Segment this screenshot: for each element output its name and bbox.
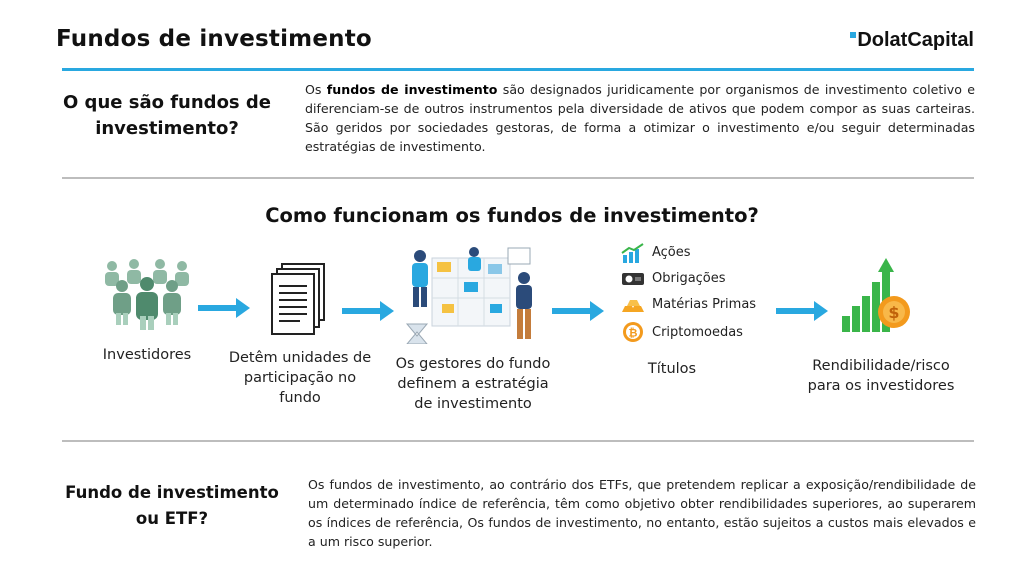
flow-arrow-icon (342, 300, 394, 322)
step-investors-label: Investidores (102, 347, 192, 363)
securities-list (620, 240, 780, 347)
intro-text-rest: são designados juridicamente por organismos de investimento coletivo e diferenciam-se de outros instrumentos pela diversidade de ativos que podem compor as suas carteiras. São geridos por sociedades gestoras, de forma a otimizar o investimento e/ou seguir determinadas estratégias de investimento. (305, 82, 975, 154)
security-label: Ações (652, 245, 691, 260)
logo-mark-icon (850, 32, 856, 38)
stock-chart-icon (620, 243, 646, 263)
step-securities-label: Títulos (647, 361, 697, 377)
security-label: Matérias Primas (652, 297, 757, 312)
fund-vs-etf-heading: Fundo de investimento ou ETF? (65, 483, 279, 528)
flow-arrow-icon (198, 297, 250, 319)
section-divider-2 (62, 440, 974, 442)
logo-text: DolatCapital (857, 29, 974, 51)
flow-arrow-icon (776, 300, 828, 322)
security-item-bonds (620, 265, 780, 292)
security-label: Obrigações (652, 271, 726, 286)
security-label: Criptomoedas (652, 324, 743, 340)
documents-icon (270, 262, 328, 336)
security-item-crypto (620, 317, 780, 347)
svg-text:$: $ (888, 303, 900, 322)
page-title: Fundos de investimento (56, 26, 372, 52)
gold-bars-icon (620, 295, 646, 315)
security-item-commodities (620, 292, 780, 317)
svg-text:₿: ₿ (628, 326, 638, 340)
header-divider (62, 68, 974, 71)
security-item-stocks (620, 240, 780, 265)
people-group-icon (100, 256, 194, 332)
bond-cash-icon (620, 269, 646, 289)
intro-text-bold: fundos de investimento (326, 82, 498, 97)
section-divider-1 (62, 177, 974, 179)
growth-chart-coin-icon (838, 256, 914, 336)
step-managers-label: Os gestores do fundo definem a estratégia de investimento (395, 356, 551, 412)
crypto-coin-icon (620, 322, 646, 342)
diagram-title: Como funcionam os fundos de investimento? (265, 204, 759, 227)
intro-text-start: Os (305, 82, 327, 97)
fund-managers-icon (402, 244, 538, 344)
fund-vs-etf-text: Os fundos de investimento, ao contrário dos ETFs, que pretendem replicar a exposição/rendibilidade de um determinado índice de referência, têm como objetivo obter rendibilidades superiores, ao superarem os índices de referência, Os fundos de investimento, no entanto, estão sujeitos a custos mais elevados e a um risco superior. (308, 477, 976, 549)
what-are-funds-text (305, 80, 975, 156)
step-units-label: Detêm unidades de participação no fundo (228, 350, 372, 406)
brand-logo (850, 29, 974, 52)
step-returns-label: Rendibilidade/risco para os investidores (807, 358, 955, 394)
flow-arrow-icon (552, 300, 604, 322)
what-are-funds-heading: O que são fundos de investimento? (62, 92, 272, 139)
